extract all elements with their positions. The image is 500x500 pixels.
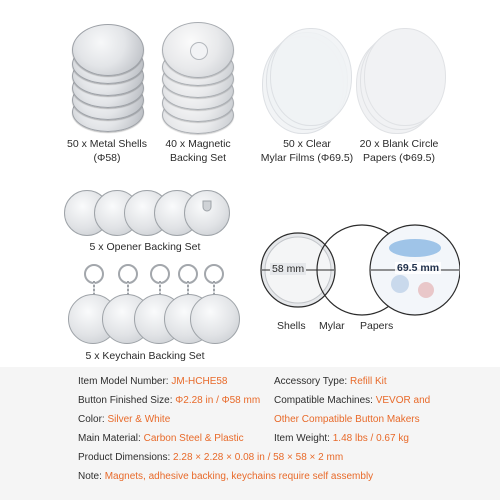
blank-paper-disc — [364, 28, 446, 126]
paper-art-icon — [418, 282, 434, 298]
opener-backing-disc — [184, 190, 230, 236]
opener-backing-caption: 5 x Opener Backing Set — [89, 241, 201, 253]
metal-shells-caption — [55, 137, 159, 165]
spec-label: Main Material: — [78, 433, 141, 444]
spec-value: Other Compatible Button Makers — [274, 414, 420, 425]
chain — [187, 281, 189, 295]
center-hole — [190, 42, 208, 60]
spec-value: 2.28 × 2.28 × 0.08 in / 58 × 58 × 2 mm — [173, 452, 344, 463]
metal-shell-disc — [72, 24, 144, 76]
inner-dim-label: 58 mm — [272, 263, 305, 275]
spec-label: Product Dimensions: — [78, 452, 171, 463]
spec-accessory — [274, 375, 387, 388]
spec-value: Carbon Steel & Plastic — [143, 433, 244, 444]
spec-value: JM-HCHE58 — [171, 376, 228, 387]
spec-note — [78, 470, 373, 483]
spec-value: VEVOR and — [375, 395, 431, 406]
blank-papers-caption — [345, 137, 453, 165]
keychain-backing-disc — [190, 294, 240, 344]
spec-dimensions — [78, 451, 343, 464]
spec-model — [78, 375, 228, 388]
spec-machines-cont — [274, 413, 420, 426]
outer-dim-label: 69.5 mm — [397, 262, 440, 274]
caption-line: Papers (Φ69.5) — [363, 152, 435, 164]
magnetic-backing-disc — [162, 22, 234, 78]
spec-value: Magnets, adhesive backing, keychains require self assembly — [104, 471, 374, 482]
chain — [127, 281, 129, 295]
label-mylar: Mylar — [319, 320, 345, 332]
caption-line: 50 x Clear — [283, 138, 331, 150]
mylar-film-disc — [270, 28, 352, 126]
spec-value: Φ2.28 in / Φ58 mm — [175, 395, 261, 406]
caption-line: Mylar Films (Φ69.5) — [260, 152, 354, 164]
paper-art-icon — [391, 275, 409, 293]
spec-material — [78, 432, 244, 445]
chain — [159, 281, 161, 295]
label-shells: Shells — [277, 320, 306, 332]
spec-finished-size — [78, 394, 260, 407]
chain — [93, 281, 95, 295]
caption-line: 40 x Magnetic — [165, 138, 231, 150]
caption-line: (Φ58) — [93, 152, 121, 164]
caption-line: 20 x Blank Circle — [359, 138, 439, 150]
spec-label: Note: — [78, 471, 102, 482]
spec-color — [78, 413, 170, 426]
chain — [213, 281, 215, 295]
spec-label: Compatible Machines: — [274, 395, 373, 406]
spec-label: Color: — [78, 414, 105, 425]
spec-label: Item Model Number: — [78, 376, 169, 387]
spec-value: 1.48 lbs / 0.67 kg — [332, 433, 409, 444]
paper-logo-art — [389, 239, 441, 257]
spec-label: Button Finished Size: — [78, 395, 173, 406]
spec-value: Refill Kit — [349, 376, 387, 387]
spec-weight — [274, 432, 409, 445]
magnetic-backing-caption — [148, 137, 248, 165]
spec-machines — [274, 394, 430, 407]
label-papers: Papers — [360, 320, 394, 332]
opener-cutout-icon — [185, 191, 229, 235]
spec-label: Item Weight: — [274, 433, 330, 444]
spec-value: Silver & White — [107, 414, 171, 425]
caption-line: Backing Set — [169, 152, 227, 164]
spec-label: Accessory Type: — [274, 376, 348, 387]
keychain-backing-caption: 5 x Keychain Backing Set — [85, 350, 205, 362]
caption-line: 50 x Metal Shells — [67, 138, 147, 150]
